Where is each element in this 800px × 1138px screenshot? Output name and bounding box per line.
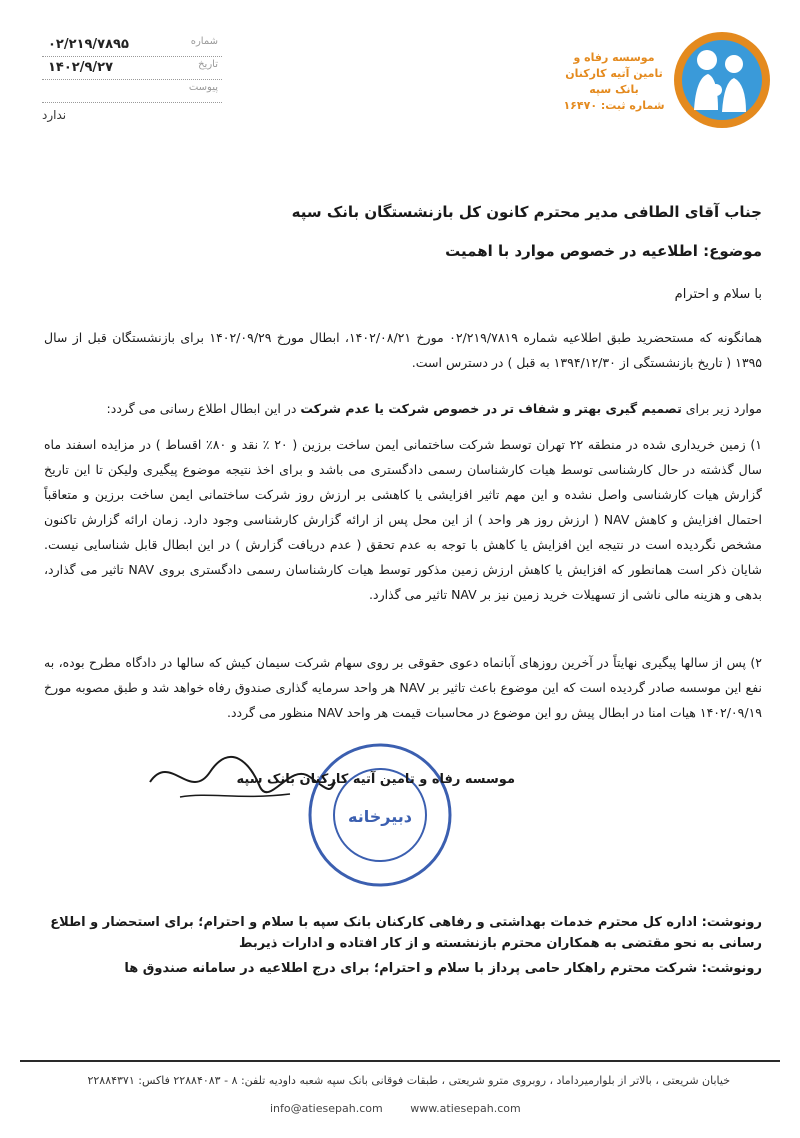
cc-2: رونوشت: شرکت محترم راهکار حامی پرداز با سلام و احترام؛ برای درج اطلاعیه در سامانه صندوق ها [124,961,762,976]
intro-paragraph: همانگونه که مستحضرید طبق اطلاعیه شماره ۰۲/۲۱۹/۷۸۱۹ مورخ ۱۴۰۲/۰۸/۲۱، ابطال مورخ ۱۴۰۲/۰۹/۲۹ برای بازنشستگان قبل از سال ۱۳۹۵ ( تاریخ بازنشستگی از ۱۳۹۴/۱۲/۳۰ به قبل ) در دسترس است. [44,330,762,370]
number-label: شماره [190,36,218,47]
stamp-center-text: دبیرخانه [348,807,412,826]
cc-1: رونوشت: اداره کل محترم خدمات بهداشتی و رفاهی کارکنان بانک سپه با سلام و احترام؛ برای استحضار و اطلاع رسانی به نحو مقتضی به همکاران محترم بازنشسته و از کار افتاده و ادارات ذیربط [50,915,762,951]
letter-metadata [42,34,222,103]
footer-address: خیابان شریعتی ، بالاتر از بلوارمیرداماد ، روبروی مترو شریعتی ، طبقات فوقانی بانک سپه شعبه داودیه تلفن: ۸ - ۲۲۸۸۴۰۸۳ فاکس: ۲۲۸۸۴۳۷۱ [87,1074,730,1087]
organization-logo-icon [672,30,772,130]
organization-block [560,50,668,114]
date-label: تاریخ [198,59,218,70]
organization-name: موسسه رفاه و تامین آتیه کارکنان بانک سپه [565,51,663,96]
attachment-label: پیوست [188,82,218,93]
official-stamp [305,740,455,890]
date-value: ۱۴۰۲/۹/۲۷ [48,60,114,75]
lead-bold: تصمیم گیری بهتر و شفاف تر در خصوص شرکت یا عدم شرکت [300,401,682,416]
organization-registration: شماره ثبت: ۱۶۴۷۰ [563,99,665,112]
lead-paragraph [44,396,762,421]
footer-website[interactable]: www.atiesepah.com [410,1102,521,1115]
signature-org-name: موسسه رفاه و تامین آتیه کارکنان بانک سپه [236,772,515,787]
attachment-value: ندارد [42,108,67,122]
greeting: با سلام و احترام [674,287,762,302]
date-row [42,57,222,80]
number-value: ۰۲/۲۱۹/۷۸۹۵ [48,37,129,52]
subject: موضوع: اطلاعیه در خصوص موارد با اهمیت [445,242,762,260]
footer-email[interactable]: info@atiesepah.com [270,1102,383,1115]
addressee: جناب آقای الطافی مدیر محترم کانون کل بازنشستگان بانک سپه [291,203,762,221]
lead-pre: موارد زیر برای [685,401,762,416]
item-2-paragraph: ۲) پس از سالها پیگیری نهایتاً در آخرین روزهای آبانماه دعوی حقوقی بر روی سهام شرکت سیمان کیش که سالها در دادگاه مطرح بوده، به نفع این موسسه صادر گردیده است که این موضوع باعث تاثیر بر NAV هر واحد سرمایه گذاری صندوق رفاه خواهد شد و طبق مصوبه مورخ ۱۴۰۲/۰۹/۱۹ هیات امنا در ابطال پیش رو این موضوع در محاسبات قیمت هر واحد NAV منظور می گردد. [44,655,762,720]
footer-divider [20,1060,780,1062]
footer-contacts [270,1102,545,1115]
item-1-paragraph: ۱) زمین خریداری شده در منطقه ۲۲ تهران توسط شرکت ساختمانی ایمن ساخت برزین ( ۲۰ ٪ نقد و ۸۰٪ اقساط ) در مزایده اسفند ماه سال گذشته در حال کارشناسی توسط هیات کارشناسان رسمی دادگستری می باشد و برای اخذ نتیجه موضوع پیگیری ولیکن تا این تاریخ گزارش هیات کارشناسی واصل نشده و این مهم تاثیر افزایشی یا کاهشی بر ارزش روز شرکت ساختمانی ایمن ساخت برزین و متعاقباً احتمال افزایش و کاهش NAV ( ارزش روز هر واحد ) از این محل پس از ارائه گزارش کارشناسی وجود دارد. زمان ارائه گزارش تاکنون مشخص نگردیده است در نتیجه این افزایش یا کاهش با توجه به عدم تحقق ( عدم دریافت گزارش ) در این ابطال قابل شناسایی نیست. شایان ذکر است همانطور که افزایش یا کاهش ارزش زمین مذکور توسط هیات کارشناسان رسمی دادگستری بروی NAV تاثیر می گذارد، بدهی و هزینه مالی ناشی از تسهیلات خرید زمین نیز بر NAV تاثیر می گذارد. [44,437,763,602]
number-row [42,34,222,57]
lead-post: در این ابطال اطلاع رسانی می گردد: [106,401,297,416]
attachment-row [42,80,222,103]
